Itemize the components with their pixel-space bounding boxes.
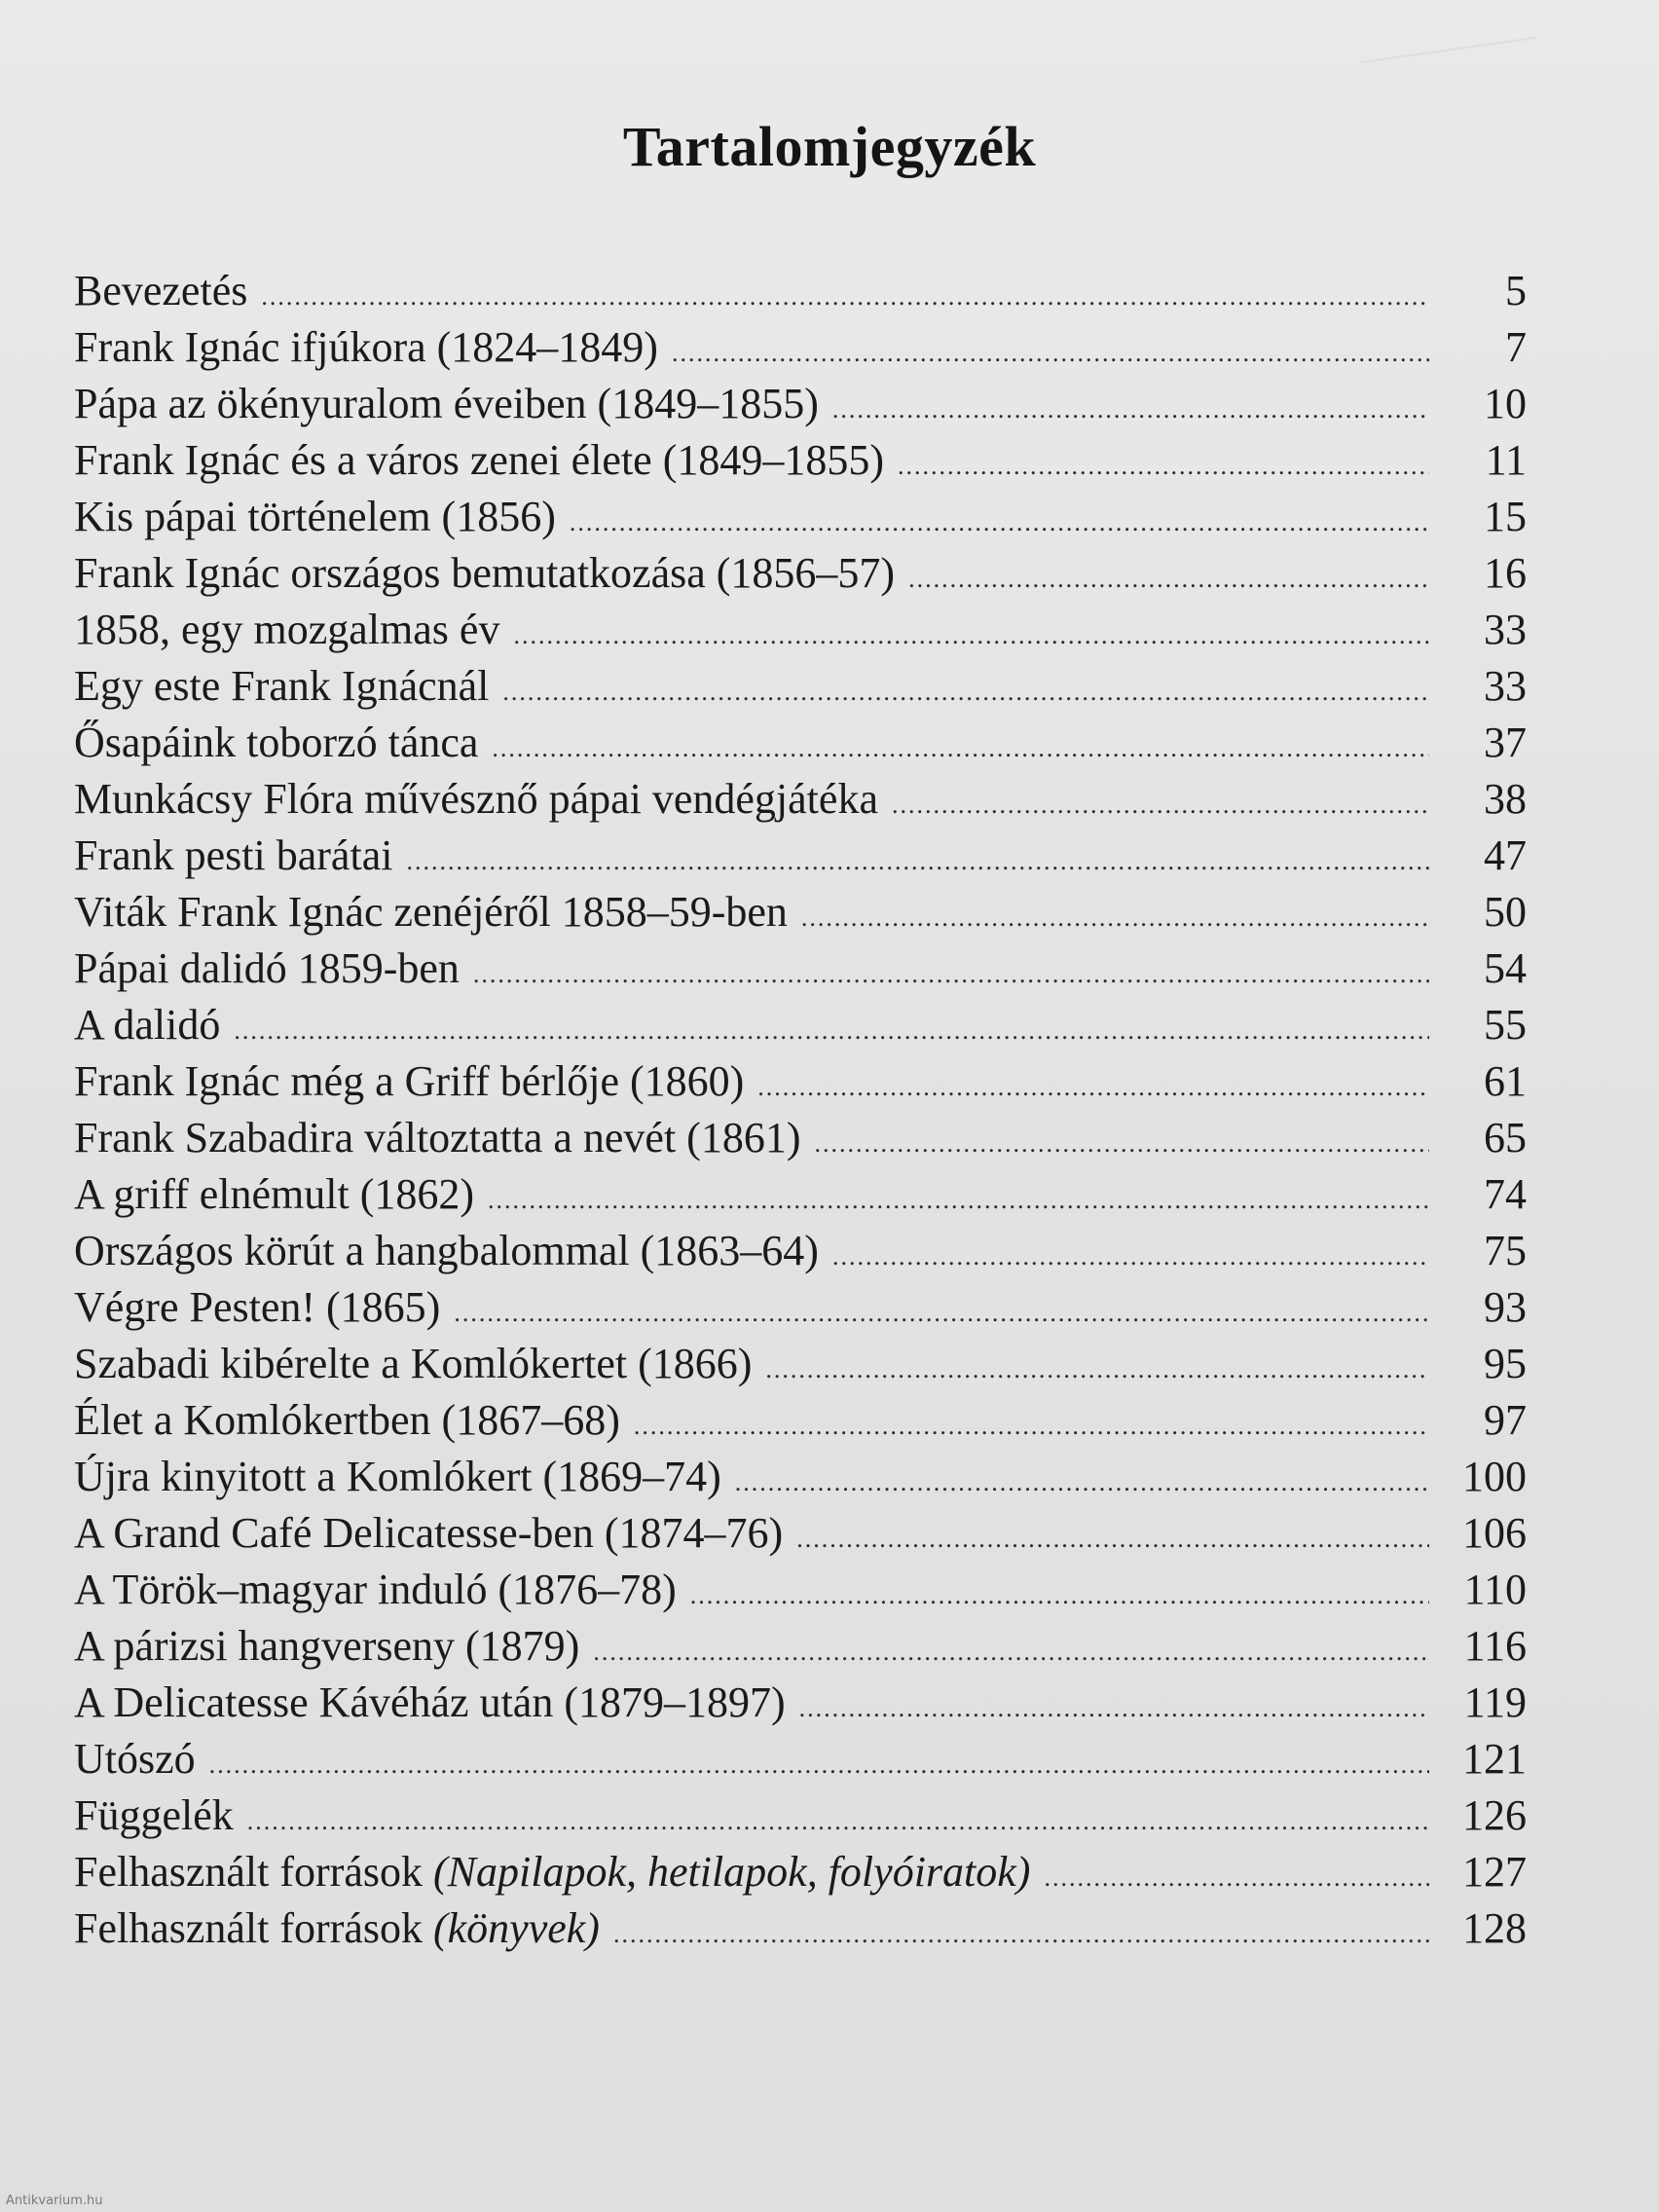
toc-entry-title [74,602,513,658]
dot-leader [502,664,1429,720]
toc-entry-title-text: Frank Szabadira változtatta a nevét (1861) [74,1114,801,1161]
toc-entry-title [74,1731,209,1788]
toc-entry-title-text: Végre Pesten! (1865) [74,1283,441,1331]
toc-entry-title-text: 1858, egy mozgalmas év [74,606,500,653]
toc-entry-title-text: Újra kinyitott a Komlókert (1869–74) [74,1453,721,1500]
toc-entry [74,828,1527,884]
toc-page-number: 97 [1484,1396,1527,1444]
toc-entry [74,1223,1527,1279]
toc-page-number: 37 [1484,719,1527,766]
toc-entry-title-text: Országos körút a hangbalommal (1863–64) [74,1227,819,1274]
toc-page-number: 11 [1485,436,1527,484]
toc-entry [74,376,1527,432]
toc-entry-title [74,1223,832,1279]
toc-entry-title [74,997,234,1053]
toc-entry [74,940,1527,997]
toc-entry [74,319,1527,376]
toc-entry [74,1392,1527,1449]
dot-leader [513,608,1429,664]
toc-entry-title [74,1900,613,1957]
toc-entry-title [74,1505,796,1562]
toc-page-number: 5 [1505,267,1527,314]
toc-entry-title-text: A Török–magyar induló (1876–78) [74,1566,677,1613]
toc-entry-title [74,658,502,715]
toc-page-number: 65 [1484,1114,1527,1161]
toc-page-number: 7 [1505,323,1527,371]
dot-leader [892,777,1429,833]
toc-entry-title-text: Felhasznált források [74,1848,423,1896]
toc-entry [74,1336,1527,1392]
toc-entry-title [74,1618,593,1675]
toc-page-number: 127 [1462,1848,1527,1896]
toc-entry-subtitle: (Napilapok, hetilapok, folyóiratok) [433,1848,1031,1896]
dot-leader [634,1398,1429,1455]
toc-entry [74,432,1527,489]
dot-leader [796,1511,1429,1567]
toc-entry-title [74,1675,799,1731]
toc-page-number: 55 [1484,1001,1527,1049]
toc-page-number: 33 [1484,662,1527,710]
dot-leader [832,1229,1429,1285]
toc-page-number: 54 [1484,944,1527,992]
toc-page-number: 106 [1462,1509,1527,1557]
dot-leader [261,269,1429,325]
toc-entry [74,1505,1527,1562]
dot-leader [488,1172,1429,1229]
watermark: Antikvarium.hu [6,2194,103,2208]
toc-entry-title [74,432,898,489]
toc-page-number: 38 [1484,775,1527,823]
toc-entry [74,1900,1527,1957]
toc-entry [74,1731,1527,1788]
toc-page-number: 119 [1463,1678,1527,1726]
toc-page-number: 16 [1484,549,1527,597]
toc-entry [74,658,1527,715]
toc-entry-title-text: Pápai dalidó 1859-ben [74,944,460,992]
toc-page-number: 74 [1484,1170,1527,1218]
toc-page-number: 93 [1484,1283,1527,1331]
toc-entry-title [74,319,672,376]
toc-entry-title [74,263,261,319]
dot-leader [1044,1850,1429,1906]
dot-leader [492,720,1429,777]
dot-leader [593,1624,1429,1680]
dot-leader [765,1342,1429,1398]
toc-entry-title-text: Frank Ignác ifjúkora (1824–1849) [74,323,658,371]
dot-leader [613,1906,1429,1963]
toc-entry-title-text: Kis pápai történelem (1856) [74,493,556,540]
toc-page-number: 61 [1484,1057,1527,1105]
toc-entry [74,1449,1527,1505]
toc-entry [74,715,1527,771]
toc-entry [74,1675,1527,1731]
toc-entry-title-text: A griff elnémult (1862) [74,1170,474,1218]
dot-leader [735,1455,1429,1511]
toc-entry [74,884,1527,940]
toc-entry-title-text: Bevezetés [74,267,248,314]
toc-page-number: 116 [1463,1622,1527,1670]
toc-page-number: 100 [1462,1453,1527,1500]
dot-leader [908,551,1429,608]
toc-page-number: 33 [1484,606,1527,653]
dot-leader [406,833,1429,890]
toc-entry-title-text: Frank Ignác még a Griff bérlője (1860) [74,1057,745,1105]
toc-entry-title-text: Frank Ignác országos bemutatkozása (1856–57) [74,549,896,597]
toc-page-number: 15 [1484,493,1527,540]
toc-entry [74,602,1527,658]
dot-leader [832,382,1429,438]
toc-page-number: 121 [1462,1735,1527,1783]
dot-leader [454,1285,1429,1342]
toc-entry [74,545,1527,602]
toc-entry [74,1053,1527,1110]
page-title: Tartalomjegyzék [622,114,1037,178]
toc-page-number: 95 [1484,1340,1527,1387]
toc-entry-title [74,1788,247,1844]
toc-entry-title [74,545,908,602]
toc-page-number: 50 [1484,888,1527,936]
toc-entry-title [74,771,892,828]
dot-leader [570,495,1429,551]
toc-entry-title-text: A párizsi hangverseny (1879) [74,1622,580,1670]
toc-entry-subtitle: (könyvek) [433,1904,600,1952]
toc-entry-title [74,1449,735,1505]
toc-entry [74,1279,1527,1336]
toc-page-number: 110 [1463,1566,1527,1613]
dot-leader [234,1003,1429,1059]
toc-page-number: 75 [1484,1227,1527,1274]
toc-entry-title [74,1053,757,1110]
toc-entry-title-text: Pápa az ökényuralom éveiben (1849–1855) [74,380,819,427]
toc-entry-title [74,1336,765,1392]
toc-entry-title-text: Egy este Frank Ignácnál [74,662,490,710]
toc-page-number: 47 [1484,831,1527,879]
toc-entry-title-text: A dalidó [74,1001,221,1049]
toc-entry-title-text: Frank pesti barátai [74,831,393,879]
toc-entry-title-text: Ősapáink toborzó tánca [74,719,479,766]
toc-entry [74,1166,1527,1223]
toc-entry-title-text: A Grand Café Delicatesse-ben (1874–76) [74,1509,784,1557]
toc-entry-title [74,1110,814,1166]
toc-page-number: 126 [1462,1791,1527,1839]
toc-entry-title-text: A Delicatesse Kávéház után (1879–1897) [74,1678,786,1726]
dot-leader [473,946,1429,1003]
toc-entry [74,1788,1527,1844]
toc-entry-title [74,489,570,545]
toc-page-number: 10 [1484,380,1527,427]
dot-leader [672,325,1429,382]
toc-entry [74,263,1527,319]
toc-entry-title-text: Élet a Komlókertben (1867–68) [74,1396,620,1444]
toc-entry [74,1110,1527,1166]
toc-entry-title [74,1844,1044,1900]
table-of-contents [74,263,1527,1957]
toc-entry-title-text: Függelék [74,1791,234,1839]
toc-entry [74,1844,1527,1900]
toc-entry-title [74,884,801,940]
dot-leader [799,1680,1429,1737]
toc-entry-title-text: Felhasznált források [74,1904,423,1952]
toc-entry-title [74,1279,454,1336]
dot-leader [801,890,1429,946]
toc-entry-title-text: Viták Frank Ignác zenéjéről 1858–59-ben [74,888,788,936]
toc-entry [74,1562,1527,1618]
dot-leader [247,1793,1429,1850]
toc-entry-title-text: Munkácsy Flóra művésznő pápai vendégjátéka [74,775,878,823]
toc-entry-title-text: Szabadi kibérelte a Komlókertet (1866) [74,1340,753,1387]
toc-entry-title [74,828,406,884]
toc-entry-title-text: Frank Ignác és a város zenei élete (1849–1855) [74,436,885,484]
toc-entry [74,771,1527,828]
dot-leader [898,438,1429,495]
dot-leader [814,1116,1429,1172]
toc-entry-title [74,940,473,997]
toc-page-number: 128 [1462,1904,1527,1952]
toc-entry-title [74,1562,690,1618]
toc-entry-title [74,1392,634,1449]
toc-entry-title [74,376,832,432]
dot-leader [690,1567,1429,1624]
toc-entry-title [74,1166,488,1223]
toc-entry-title [74,715,492,771]
dot-leader [757,1059,1429,1116]
toc-entry [74,1618,1527,1675]
toc-entry [74,489,1527,545]
toc-entry [74,997,1527,1053]
toc-entry-title-text: Utószó [74,1735,196,1783]
dot-leader [209,1737,1429,1793]
